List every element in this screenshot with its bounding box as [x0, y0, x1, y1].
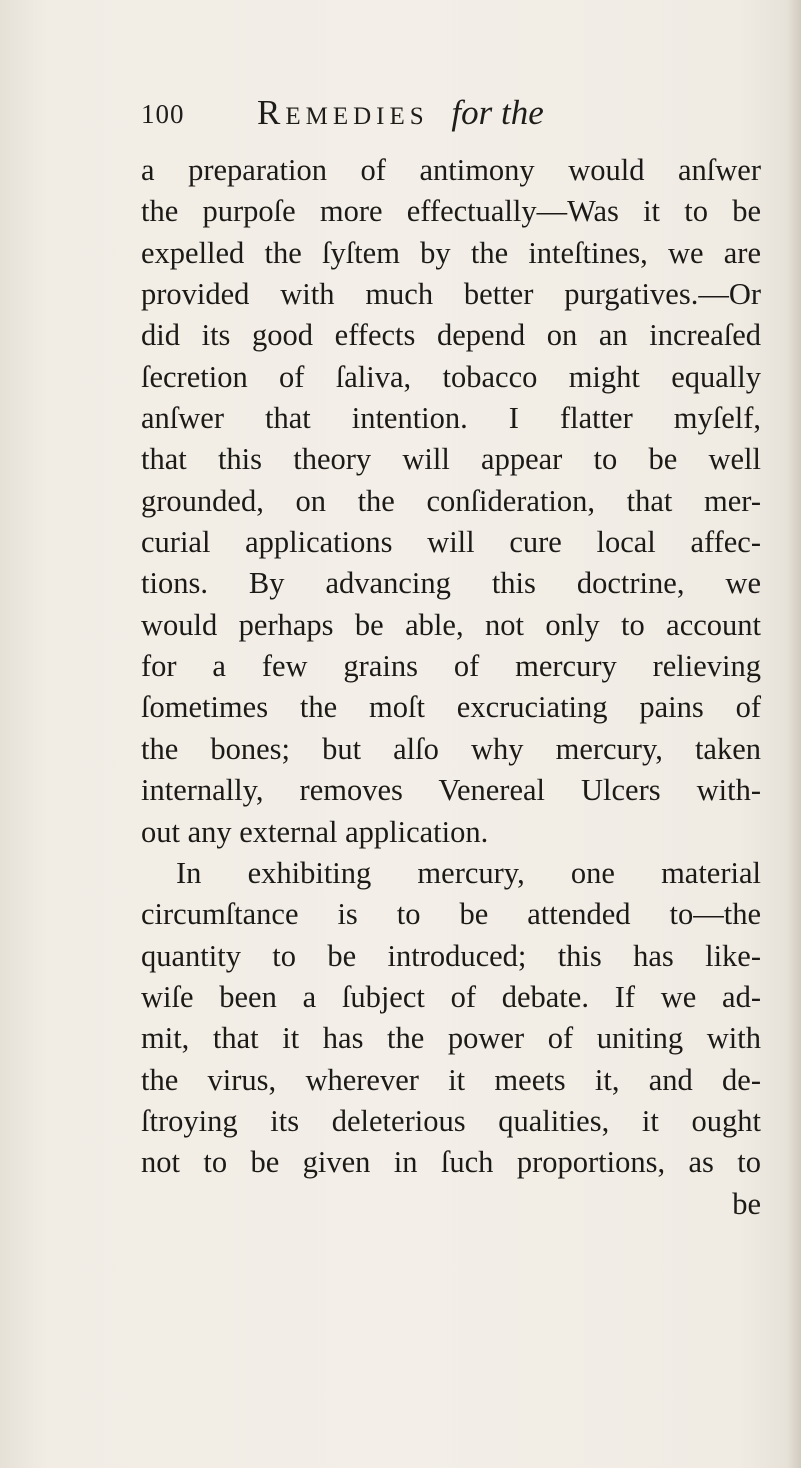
- text-line: curial applications will cure local affec-: [141, 525, 761, 560]
- text-line: tions. By advancing this doctrine, we: [141, 566, 761, 601]
- running-title: [257, 93, 544, 133]
- paragraph-start-line: In exhibiting mercury, one material: [176, 855, 761, 890]
- text-line: quantity to be introduced; this has like-: [141, 938, 761, 973]
- running-header: [141, 93, 761, 137]
- running-title-word: Remedies: [257, 93, 429, 132]
- running-title-italic: for the: [451, 93, 544, 132]
- page-number: 100: [141, 99, 185, 129]
- text-line: circumſtance is to be attended to—the: [141, 897, 761, 932]
- text-line: did its good effects depend on an increaſed: [141, 318, 761, 353]
- paragraph-end-line: out any external application.: [141, 814, 489, 849]
- page-edge-shadow: [787, 0, 801, 1468]
- text-line: a preparation of antimony would anſwer: [141, 153, 761, 187]
- text-line: provided with much better purgatives.—Or: [141, 277, 761, 312]
- text-line: ſtroying its deleterious qualities, it ought: [141, 1103, 761, 1138]
- text-line: ſometimes the moſt excruciating pains of: [141, 690, 761, 725]
- text-line: wiſe been a ſubject of debate. If we ad-: [141, 979, 761, 1014]
- text-line: grounded, on the conſideration, that mer-: [141, 483, 761, 518]
- catchword: be: [732, 1186, 761, 1221]
- text-line: internally, removes Venereal Ulcers with-: [141, 773, 761, 808]
- text-line: that this theory will appear to be well: [141, 442, 761, 477]
- text-line: ſecretion of ſaliva, tobacco might equally: [141, 359, 761, 394]
- text-line: the bones; but alſo why mercury, taken: [141, 731, 761, 766]
- text-line: the purpoſe more effectually—Was it to be: [141, 194, 761, 229]
- text-line: mit, that it has the power of uniting with: [141, 1021, 761, 1056]
- text-line: expelled the ſyſtem by the inteſtines, we are: [141, 235, 761, 270]
- body-text: [141, 150, 761, 1225]
- text-line: for a few grains of mercury relieving: [141, 649, 761, 684]
- text-line: the virus, wherever it meets it, and de-: [141, 1062, 761, 1097]
- text-line: anſwer that intention. I flatter myſelf,: [141, 401, 761, 436]
- text-line: would perhaps be able, not only to account: [141, 607, 761, 642]
- text-line: not to be given in ſuch proportions, as to: [141, 1145, 761, 1180]
